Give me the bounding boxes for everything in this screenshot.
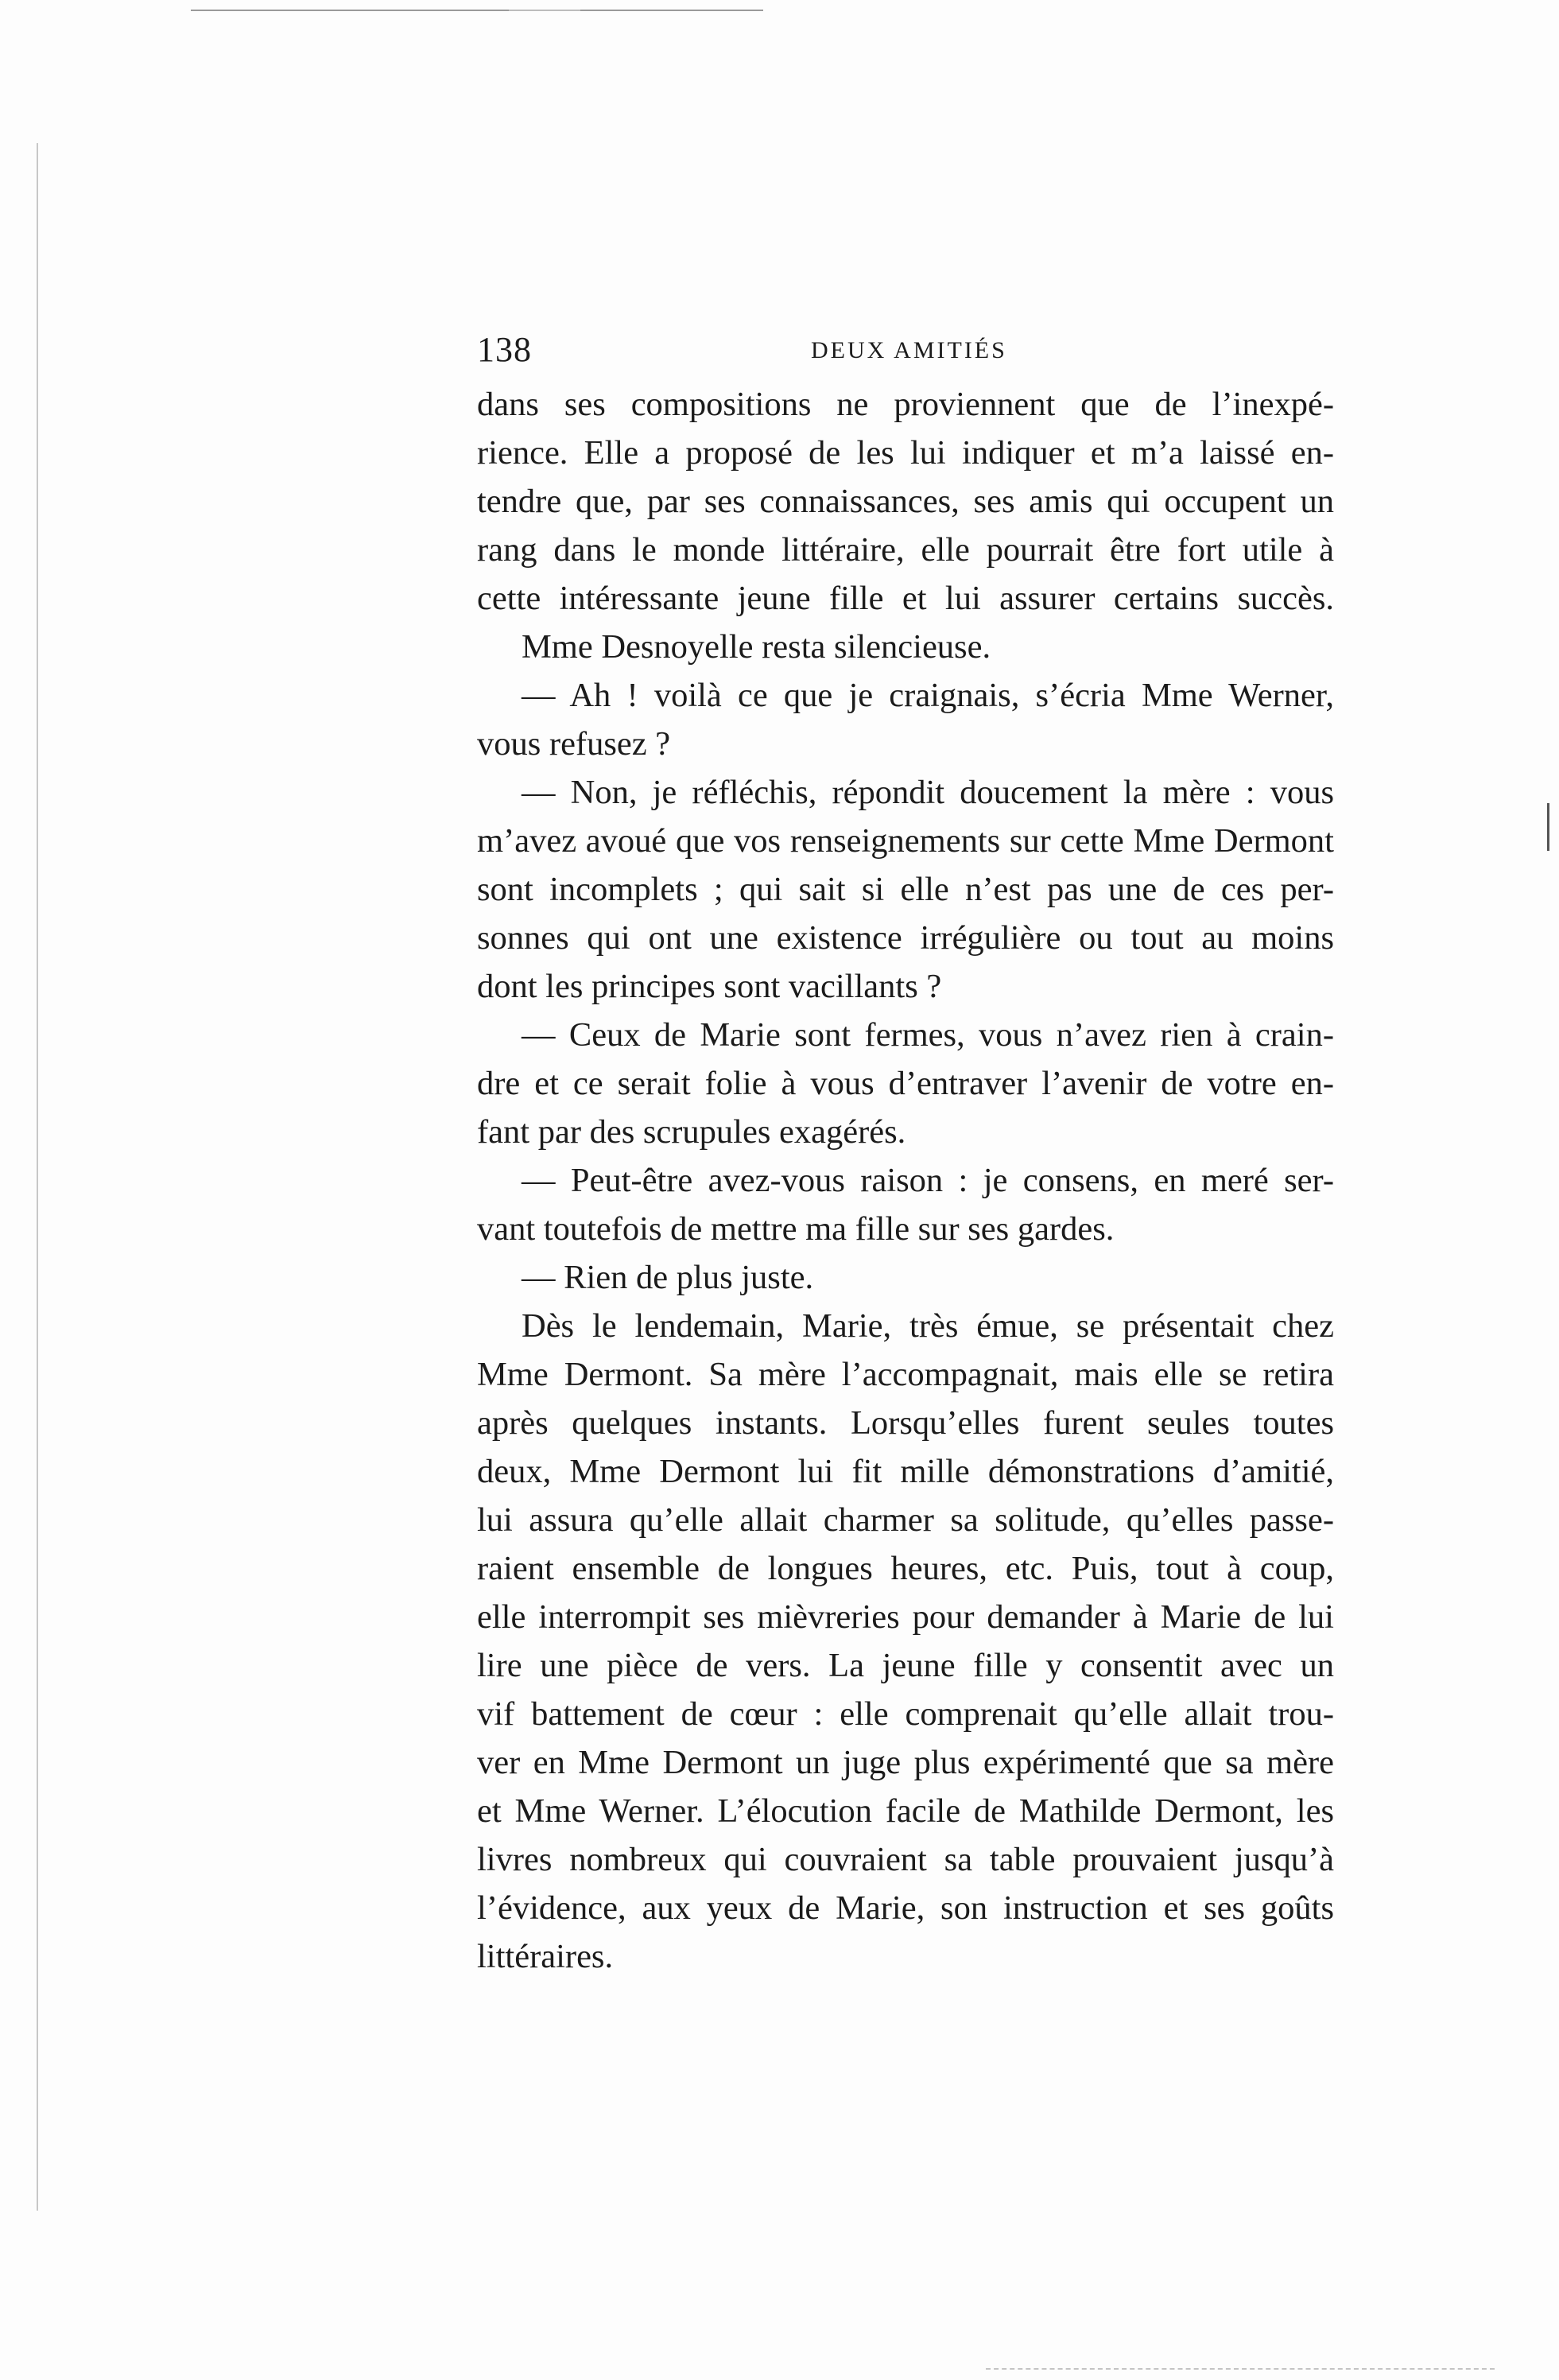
text-line: sonnes qui ont une existence irrégulière ou tout au moins [477,919,1334,957]
text-line: — Peut-être avez-vous raison : je consens, en meré ser- [522,1162,1334,1199]
text-line: Mme Dermont. Sa mère l’accompagnait, mais elle se retira [477,1356,1334,1393]
text-line: — Rien de plus juste. [522,1259,814,1296]
text-line: — Ceux de Marie sont fermes, vous n’avez rien à crain- [522,1016,1334,1054]
text-line: vant toutefois de mettre ma fille sur ses gardes. [477,1210,1115,1248]
text-line: elle interrompit ses mièvreries pour demander à Marie de lui [477,1598,1334,1636]
text-line: livres nombreux qui couvraient sa table prouvaient jusqu’à [477,1841,1334,1878]
text-line: Dès le lendemain, Marie, très émue, se présentait chez [522,1307,1334,1345]
text-line: lire une pièce de vers. La jeune fille y consentit avec un [477,1647,1334,1684]
text-line: m’avez avoué que vos renseignements sur cette Mme Dermont [477,822,1334,860]
text-line: cette intéressante jeune fille et lui assurer certains succès. [477,580,1334,617]
scan-edge-right-mark [1547,803,1549,851]
scan-edge-bottom-dots [986,2368,1495,2370]
text-line: fant par des scrupules exagérés. [477,1113,906,1151]
text-line: et Mme Werner. L’élocution facile de Mathilde Dermont, les [477,1792,1334,1830]
text-line: raient ensemble de longues heures, etc. Puis, tout à coup, [477,1550,1334,1587]
text-line: ver en Mme Dermont un juge plus expérimenté que sa mère [477,1744,1334,1781]
text-line: tendre que, par ses connaissances, ses amis qui occupent un [477,483,1334,520]
text-line: après quelques instants. Lorsqu’elles furent seules toutes [477,1404,1334,1442]
text-line: Mme Desnoyelle resta silencieuse. [522,628,991,666]
text-line: dans ses compositions ne proviennent que de l’inexpé- [477,386,1334,423]
text-line: deux, Mme Dermont lui fit mille démonstrations d’amitié, [477,1453,1334,1490]
text-line: dont les principes sont vacillants ? [477,968,942,1005]
text-line: rience. Elle a proposé de les lui indiquer et m’a laissé en- [477,434,1334,472]
text-line: — Ah ! voilà ce que je craignais, s’écria Mme Werner, [522,677,1334,714]
running-title: DEUX AMITIÉS [811,337,1007,363]
page-number: 138 [477,330,532,369]
text-line: — Non, je réfléchis, répondit doucement la mère : vous [522,774,1334,811]
scan-edge-top-rule [191,10,763,11]
body-text [477,380,1334,1981]
running-head [477,326,1344,374]
text-line: rang dans le monde littéraire, elle pourrait être fort utile à [477,531,1334,569]
scan-edge-top-rule-fragment [509,10,580,11]
text-line: littéraires. [477,1938,614,1975]
text-line: lui assura qu’elle allait charmer sa solitude, qu’elles passe- [477,1501,1334,1539]
text-line: l’évidence, aux yeux de Marie, son instruction et ses goûts [477,1889,1334,1927]
text-line: vif battement de cœur : elle comprenait qu’elle allait trou- [477,1695,1334,1733]
text-line: sont incomplets ; qui sait si elle n’est pas une de ces per- [477,871,1334,908]
text-line: vous refusez ? [477,725,671,763]
scan-edge-left-rule [37,143,38,2211]
text-line: dre et ce serait folie à vous d’entraver l’avenir de votre en- [477,1065,1334,1102]
